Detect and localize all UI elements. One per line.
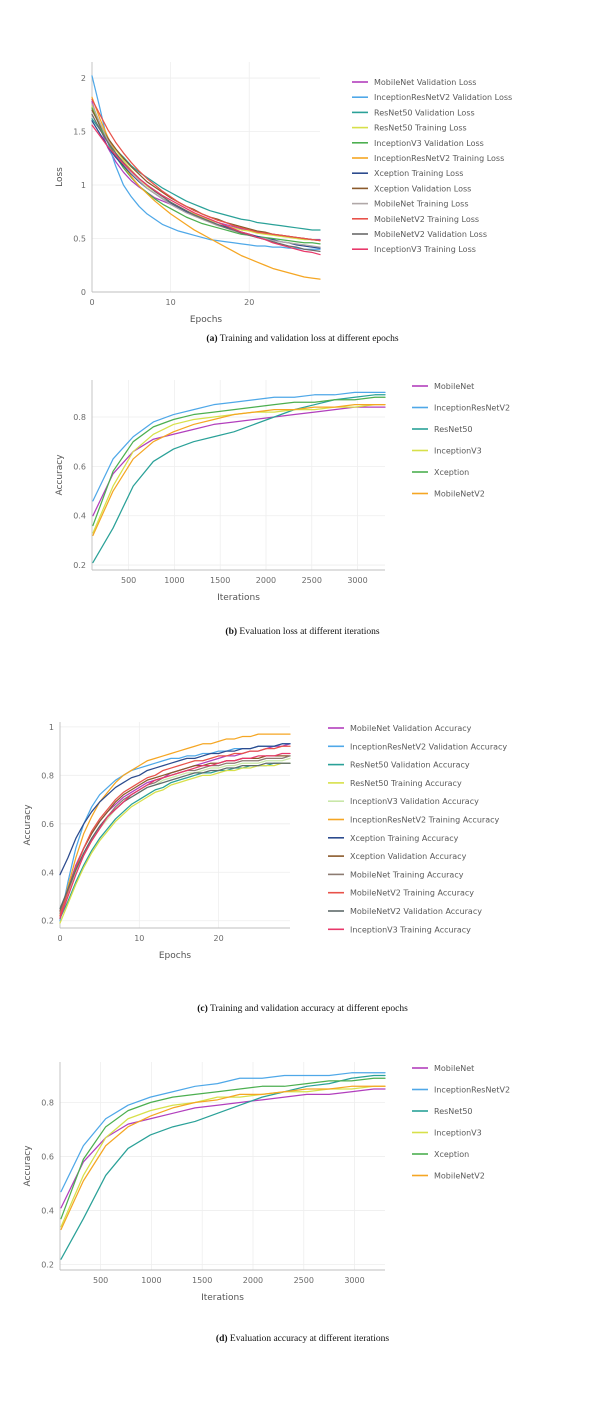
x-tick-label: 2000: [242, 1276, 264, 1285]
series-line: [60, 763, 290, 923]
x-tick-label: 3000: [347, 576, 368, 585]
figure-d-caption: [0, 1334, 605, 1344]
series-line: [61, 1086, 385, 1229]
legend-label: Xception: [434, 468, 470, 477]
x-tick-label: 2500: [301, 576, 322, 585]
figure-c-caption-label: (c): [197, 1004, 208, 1014]
figure-b-caption: [0, 627, 605, 637]
y-tick-label: 0.2: [41, 1260, 54, 1270]
x-tick-label: 1000: [141, 1276, 162, 1285]
legend-label: Xception Training Accuracy: [350, 833, 459, 843]
legend-label: ResNet50: [434, 425, 473, 434]
series-line: [93, 397, 385, 525]
y-axis-label: Accuracy: [23, 1145, 33, 1187]
series-line: [93, 407, 385, 516]
y-tick-label: 0.5: [73, 234, 86, 244]
legend-label: InceptionResNetV2 Training Loss: [374, 154, 505, 163]
series-line: [60, 763, 290, 918]
x-tick-label: 1000: [164, 576, 185, 585]
figure-d-caption-text: Evaluation accuracy at different iterations: [229, 1334, 390, 1344]
legend-label: InceptionResNetV2: [434, 403, 511, 413]
legend-label: InceptionResNetV2 Validation Accuracy: [350, 742, 508, 752]
y-tick-label: 1: [48, 722, 54, 732]
legend-label: MobileNetV2 Validation Loss: [374, 230, 487, 239]
legend-label: ResNet50 Validation Loss: [374, 108, 475, 118]
legend-label: InceptionResNetV2 Validation Loss: [374, 93, 513, 103]
series-line: [92, 114, 320, 251]
legend-label: InceptionV3: [434, 446, 482, 456]
legend-label: ResNet50 Validation Accuracy: [350, 760, 470, 770]
y-tick-label: 0.8: [41, 771, 54, 781]
series-line: [60, 744, 290, 921]
y-tick-label: 0.6: [73, 462, 86, 472]
x-tick-label: 1500: [192, 1276, 213, 1285]
figure-a-caption-text: Training and validation loss at different epochs: [219, 334, 399, 344]
chart-fig-d-canvas: [0, 1040, 605, 1330]
figure-c-caption-text: Training and validation accuracy at different epochs: [209, 1004, 408, 1014]
legend-label: MobileNet Validation Accuracy: [350, 724, 472, 733]
legend-label: MobileNetV2: [434, 1171, 485, 1181]
series-line: [93, 395, 385, 563]
x-tick-label: 10: [165, 298, 176, 307]
y-axis-label: Accuracy: [55, 454, 65, 496]
y-tick-label: 1.5: [73, 127, 86, 137]
y-tick-label: 0.2: [41, 916, 54, 926]
legend-label: InceptionV3 Validation Loss: [374, 138, 484, 148]
y-tick-label: 0.4: [41, 868, 54, 878]
figure-d-caption-label: (d): [215, 1334, 228, 1344]
x-tick-label: 2500: [293, 1276, 314, 1285]
legend-label: InceptionResNetV2: [434, 1085, 511, 1095]
legend-label: MobileNetV2: [434, 489, 485, 499]
y-tick-label: 0: [80, 288, 86, 297]
legend-label: MobileNet Training Accuracy: [350, 870, 464, 880]
chart-fig-c-canvas: [0, 700, 605, 1000]
legend-label: InceptionResNetV2 Training Accuracy: [350, 815, 500, 825]
series-line: [93, 405, 385, 533]
y-tick-label: 0.4: [73, 511, 86, 521]
x-tick-label: 0: [57, 934, 63, 943]
y-axis-label: Loss: [55, 167, 65, 187]
legend-label: InceptionV3 Training Accuracy: [350, 925, 471, 935]
series-line: [92, 76, 320, 249]
x-tick-label: 20: [244, 298, 255, 307]
y-tick-label: 0.8: [73, 413, 86, 423]
x-axis-label: Iterations: [217, 593, 260, 603]
legend-label: InceptionV3 Validation Accuracy: [350, 797, 479, 807]
x-tick-label: 10: [134, 934, 145, 943]
legend-label: MobileNetV2 Validation Accuracy: [350, 907, 482, 916]
series-line: [61, 1078, 385, 1218]
y-tick-label: 0.6: [41, 1152, 54, 1162]
figure-a-caption: [0, 334, 605, 344]
y-tick-label: 1: [80, 181, 86, 191]
figure-a: [0, 20, 605, 344]
x-tick-label: 500: [120, 576, 137, 585]
x-tick-label: 1500: [210, 576, 231, 585]
legend-label: Xception: [434, 1150, 470, 1159]
legend-label: MobileNet: [434, 1064, 475, 1073]
legend-label: Xception Validation Loss: [374, 184, 472, 194]
figure-c: [0, 700, 605, 1014]
figure-b-caption-text: Evaluation loss at different iterations: [239, 627, 380, 637]
legend-label: InceptionV3 Training Loss: [374, 245, 476, 255]
chart-fig-b-canvas: [0, 358, 605, 623]
series-line: [61, 1089, 385, 1208]
legend-label: ResNet50 Training Accuracy: [350, 778, 462, 788]
legend-label: MobileNetV2 Training Accuracy: [350, 888, 475, 898]
figure-b-caption-label: (b): [225, 627, 238, 637]
legend-label: Xception Validation Accuracy: [350, 852, 467, 862]
legend-label: InceptionV3: [434, 1128, 482, 1138]
chart-d-plot: [0, 1040, 605, 1330]
figure-a-caption-label: (a): [206, 334, 218, 344]
series-line: [60, 754, 290, 919]
legend-label: MobileNet Validation Loss: [374, 78, 477, 87]
x-axis-label: Epochs: [189, 315, 223, 325]
x-tick-label: 20: [213, 934, 224, 943]
chart-b-plot: [0, 358, 605, 623]
legend-label: ResNet50: [434, 1107, 473, 1116]
x-tick-label: 0: [89, 298, 95, 307]
figure-d: [0, 1040, 605, 1344]
legend-label: Xception Training Loss: [374, 169, 464, 179]
x-tick-label: 500: [92, 1276, 109, 1285]
x-tick-label: 2000: [255, 576, 277, 585]
series-line: [61, 1076, 385, 1260]
y-tick-label: 0.8: [41, 1098, 54, 1108]
y-tick-label: 0.2: [73, 561, 86, 571]
legend-label: MobileNet: [434, 382, 475, 391]
legend-label: MobileNetV2 Training Loss: [374, 214, 480, 224]
x-tick-label: 3000: [344, 1276, 365, 1285]
figure-b: [0, 358, 605, 637]
y-tick-label: 2: [80, 74, 86, 84]
y-tick-label: 0.4: [41, 1206, 54, 1216]
series-line: [92, 121, 320, 248]
x-axis-label: Iterations: [201, 1293, 244, 1303]
chart-fig-a-canvas: [0, 20, 605, 330]
x-axis-label: Epochs: [158, 951, 192, 961]
chart-c-plot: [0, 700, 605, 1000]
y-tick-label: 0.6: [41, 819, 54, 829]
legend-label: MobileNet Training Loss: [374, 199, 469, 209]
figure-c-caption: [0, 1004, 605, 1014]
legend-label: ResNet50 Training Loss: [374, 123, 467, 133]
chart-a-plot: [0, 20, 605, 330]
y-axis-label: Accuracy: [23, 804, 33, 846]
